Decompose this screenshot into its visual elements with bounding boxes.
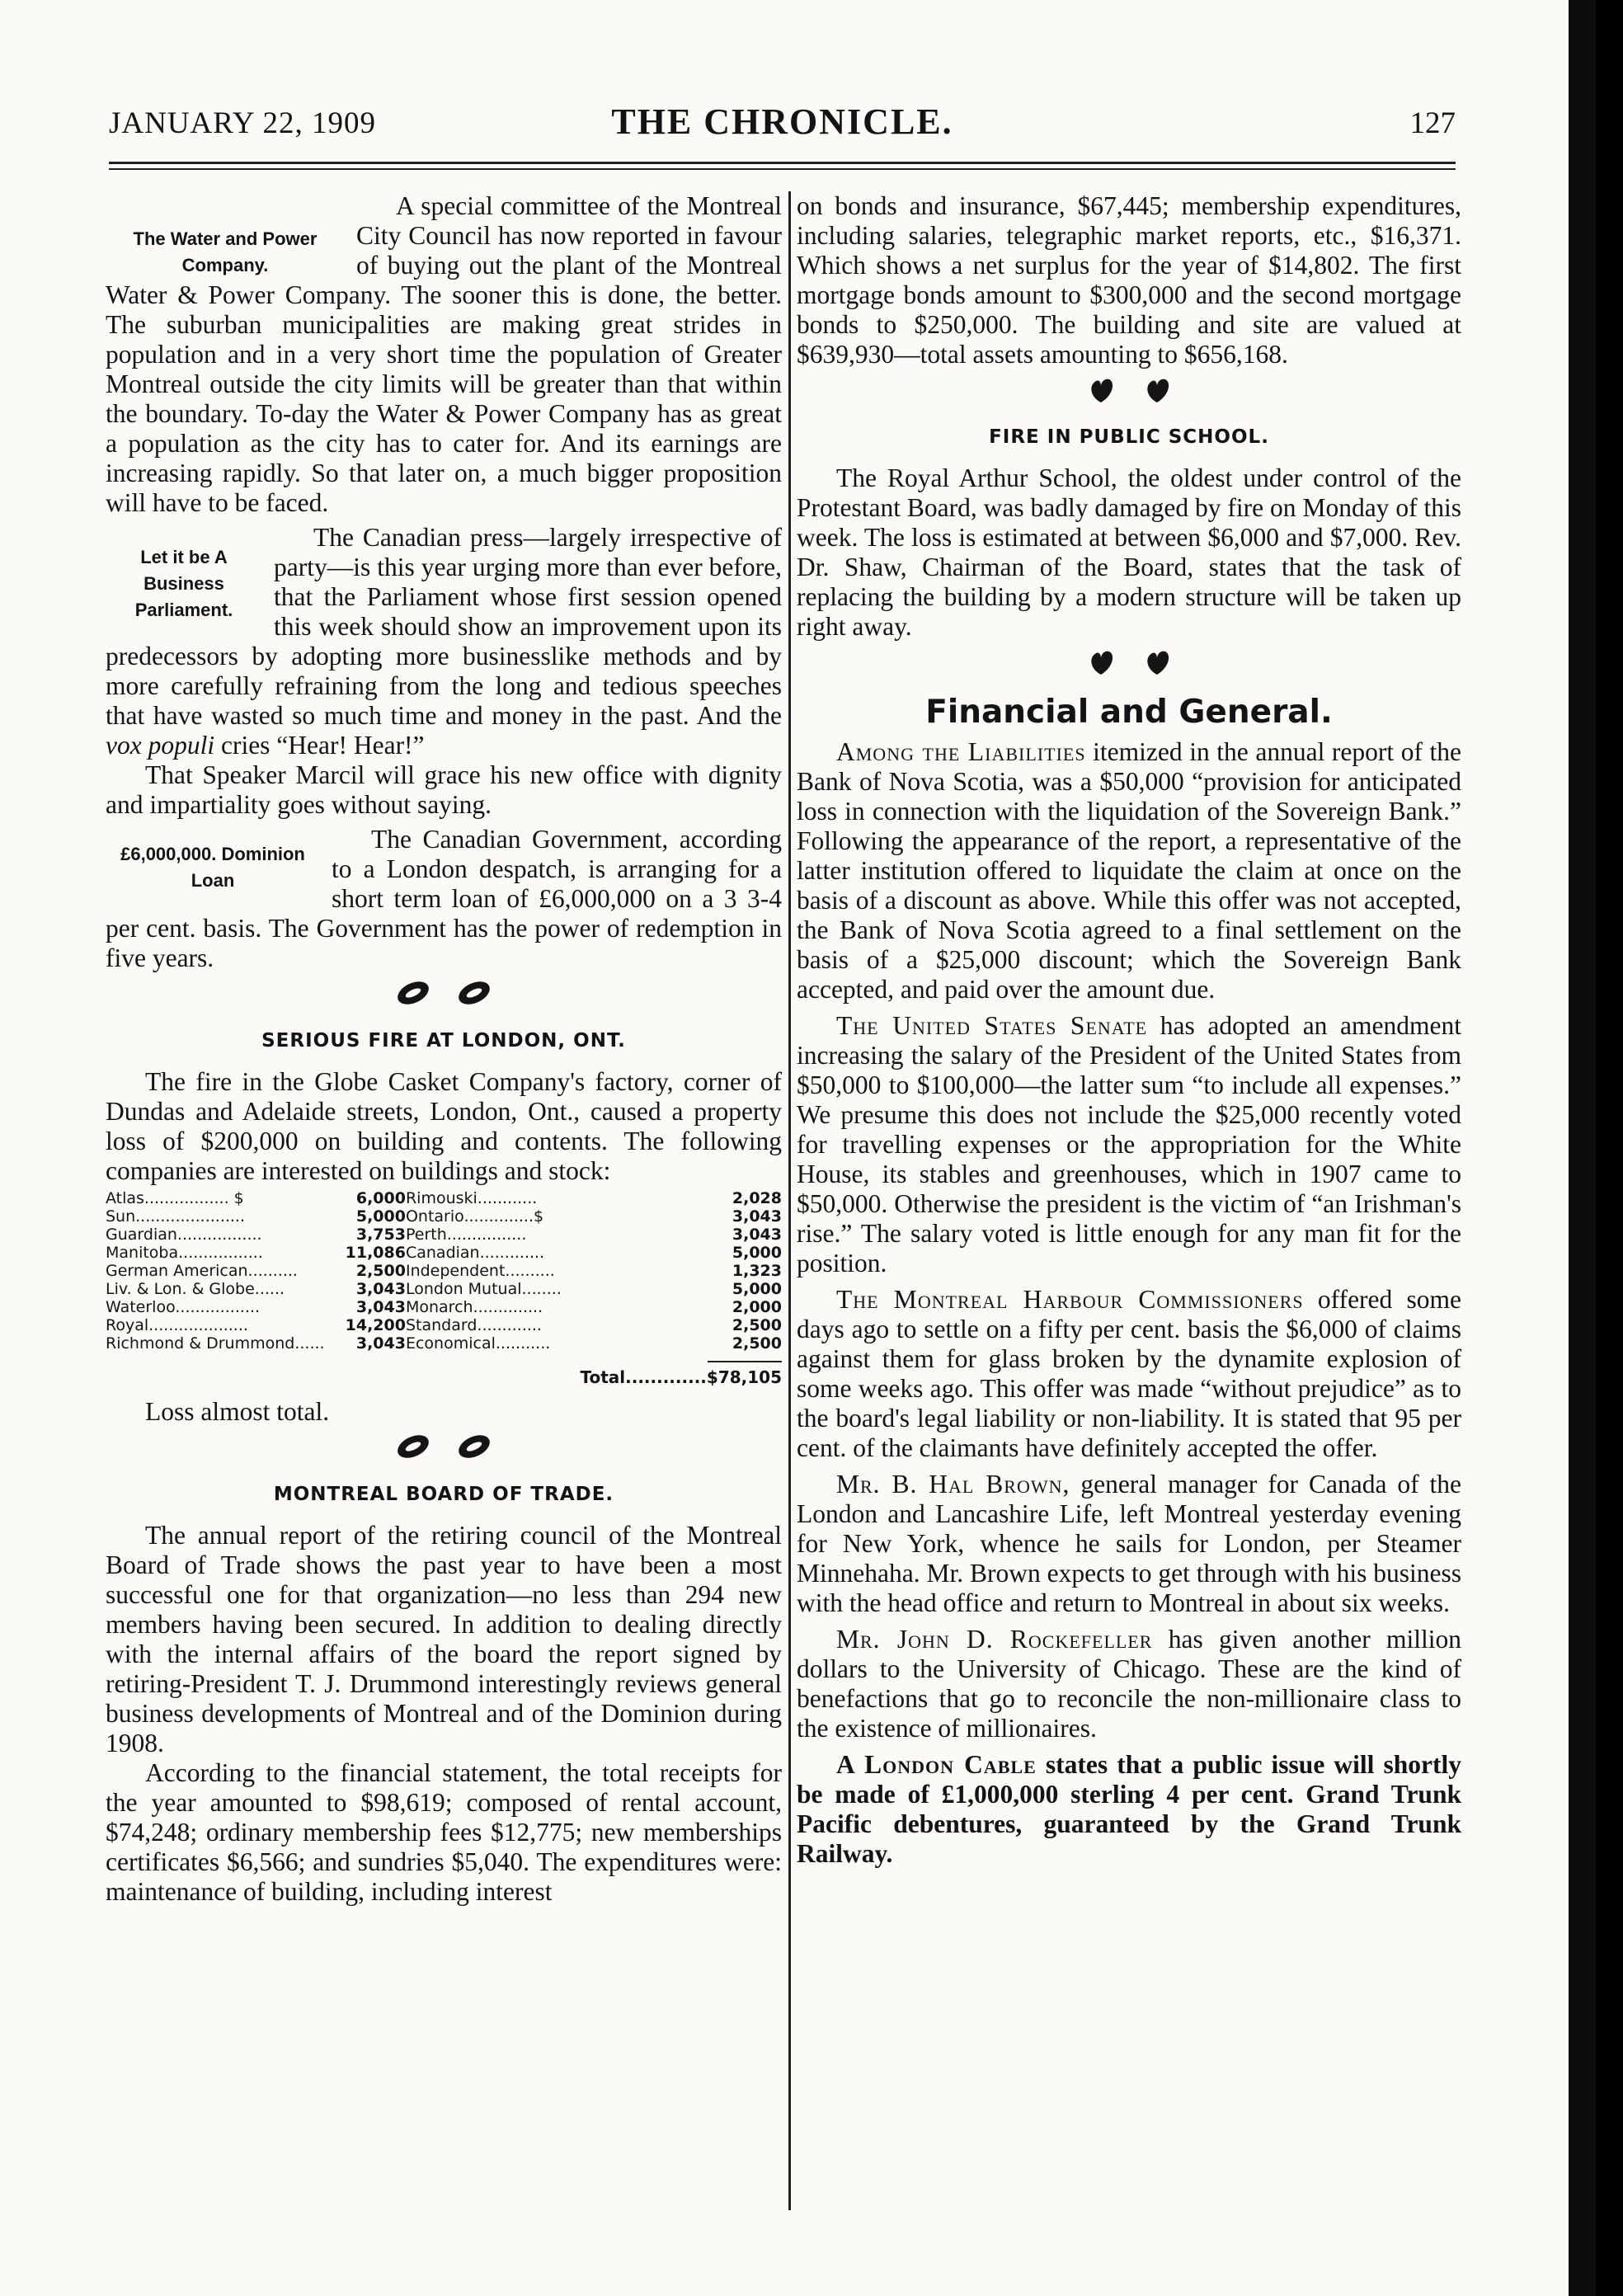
financial-item bbox=[797, 1285, 1461, 1463]
amount: 3,043 bbox=[732, 1207, 782, 1226]
leaf-ornament-icon bbox=[394, 978, 432, 1008]
ornament-divider bbox=[797, 647, 1461, 686]
company-name: German American.......... bbox=[106, 1262, 298, 1280]
stock-row bbox=[106, 1207, 782, 1226]
article-text-continued: on bonds and insurance, $67,445; membership expenditures, including salaries, telegraphic market reports, etc., $16,371. Which shows a net surplus for the year of $14,802. The first mortgage bonds amount to $300,000 and the second mortgage bonds to $250,000. The building and site are valued at $639,930—total assets amounting to $656,168. bbox=[797, 191, 1461, 369]
fleuron-icon bbox=[1141, 647, 1174, 678]
table-total bbox=[106, 1361, 782, 1392]
stock-row bbox=[106, 1262, 782, 1280]
left-column bbox=[106, 191, 782, 1907]
financial-item bbox=[797, 737, 1461, 1004]
section-heading: MONTREAL BOARD OF TRADE. bbox=[273, 1484, 614, 1505]
financial-item bbox=[797, 1470, 1461, 1618]
amount: 2,500 bbox=[732, 1334, 782, 1353]
item-lead: The Montreal Harbour Commissioners bbox=[836, 1285, 1304, 1314]
amount: 5,000 bbox=[732, 1280, 782, 1298]
article-water-power bbox=[106, 191, 782, 518]
financial-item bbox=[797, 1011, 1461, 1278]
running-header bbox=[109, 97, 1456, 147]
amount: 11,086 bbox=[345, 1244, 406, 1262]
section-heading-large: Financial and General. bbox=[925, 694, 1333, 731]
fleuron-icon bbox=[1084, 647, 1117, 678]
side-heading: The Water and Power Company. bbox=[133, 228, 318, 275]
page-number: 127 bbox=[1409, 106, 1456, 140]
section-heading: SERIOUS FIRE AT LONDON, ONT. bbox=[261, 1030, 626, 1052]
stock-row bbox=[106, 1316, 782, 1334]
amount: 1,323 bbox=[732, 1262, 782, 1280]
article-text-main: The Canadian press—largely irrespective of party—is this year urging more than ever before, that the Parliament whose first session opened this week should show an improvement upon its predecessors by adopting more businesslike methods and by more carefully refraining from the long and tedious speeches that have wasted so much time and money in the past. And the bbox=[106, 523, 782, 730]
article-dominion-loan bbox=[106, 825, 782, 973]
financial-item bbox=[797, 1750, 1461, 1869]
item-text: offered some days ago to settle on a fifty per cent. basis the $6,000 of claims against them for glass broken by the dynamite explosion of some weeks ago. This offer was made “without prejudice” as to the board's legal liability or non-liability. It is stated that 95 per cent. of the claimants have definitely accepted the offer. bbox=[797, 1285, 1462, 1462]
company-name: Monarch.............. bbox=[405, 1298, 543, 1316]
amount: 3,043 bbox=[732, 1226, 782, 1244]
stock-row bbox=[106, 1189, 782, 1207]
article-text: The Canadian Government, according to a London despatch, is arranging for a short term loan of £6,000,000 on a 3 3-4 per cent. basis. The Government has the power of redemption in five years. bbox=[106, 825, 782, 972]
stock-row bbox=[106, 1334, 782, 1353]
leaf-ornament-icon bbox=[394, 1432, 432, 1461]
stock-row bbox=[106, 1280, 782, 1298]
header-rule-thin bbox=[109, 168, 1456, 170]
amount: 5,000 bbox=[732, 1244, 782, 1262]
fleuron-icon bbox=[1084, 374, 1117, 406]
stock-row bbox=[106, 1244, 782, 1262]
amount: 3,043 bbox=[355, 1298, 406, 1316]
scan-edge bbox=[1569, 0, 1596, 2296]
item-text: has given another million dollars to the University of Chicago. These are the kind of benefactions that go to reconcile the non-millionaire class to the existence of millionaires. bbox=[797, 1625, 1462, 1743]
company-name: Rimouski............ bbox=[405, 1189, 538, 1207]
stock-table bbox=[106, 1189, 782, 1353]
company-name: London Mutual........ bbox=[405, 1280, 562, 1298]
article-text: The fire in the Globe Casket Company's factory, corner of Dundas and Adelaide streets, London, Ont., caused a property loss of $200,000 on building and contents. The following companies are interested on buildings and stock: bbox=[106, 1067, 782, 1185]
article-text: The annual report of the retiring council of the Montreal Board of Trade shows the past year to have been a most successful one for that organization—no less than 294 new members having been secured. In addition to dealing directly with the internal affairs of the board the report signed by retiring-President T. J. Drummond interestingly reviews general business developments of Montreal and of the Dominion during 1908. bbox=[106, 1521, 782, 1757]
loss-note: Loss almost total. bbox=[145, 1397, 330, 1426]
financial-item bbox=[797, 1625, 1461, 1743]
amount: 14,200 bbox=[345, 1316, 406, 1334]
company-name: Guardian................. bbox=[106, 1226, 262, 1244]
ornament-divider bbox=[106, 978, 782, 1018]
total-value: $78,105 bbox=[706, 1367, 782, 1387]
header-date: JANUARY 22, 1909 bbox=[109, 106, 377, 140]
amount: 2,500 bbox=[732, 1316, 782, 1334]
amount: 3,043 bbox=[355, 1280, 406, 1298]
amount: 2,000 bbox=[732, 1298, 782, 1316]
leaf-ornament-icon bbox=[455, 978, 493, 1008]
company-name: Canadian............. bbox=[405, 1244, 545, 1262]
ornament-divider bbox=[797, 374, 1461, 414]
company-name: Ontario..............$ bbox=[405, 1207, 544, 1226]
item-text: itemized in the annual report of the Bank of Nova Scotia, was a $50,000 “provision for anticipated loss in connection with the liquidation of the Sovereign Bank.” Following the appearance of the report, a representative of the latter institution offered to liquidate the claim at once on the basis of a discount as above. While this offer was not accepted, the Bank of Nova Scotia agreed to a final settlement on the basis of a $25,000 discount; which the Sovereign Bank accepted, and paid over the amount due. bbox=[797, 737, 1462, 1004]
item-lead: A London Cable bbox=[836, 1750, 1037, 1779]
header-rule bbox=[109, 162, 1456, 164]
item-text: has adopted an amendment increasing the salary of the President of the United States from $50,000 to $100,000—the latter sum “to include all expenses.” We presume this does not include the $25,000 recently voted for travelling expenses or the appropriation for the White House, its stables and greenhouses, which in 1907 came to $50,000. Otherwise the president is the victim of “an Irishman's rise.” The salary voted is little enough for any man fit for the position. bbox=[797, 1011, 1461, 1277]
item-lead: Among the Liabilities bbox=[836, 737, 1086, 766]
stock-row bbox=[106, 1226, 782, 1244]
fleuron-icon bbox=[1141, 374, 1174, 406]
side-heading: £6,000,000. Dominion Loan bbox=[120, 844, 305, 891]
amount: 3,753 bbox=[355, 1226, 406, 1244]
publication-title: THE CHRONICLE. bbox=[611, 101, 953, 142]
company-name: Waterloo................. bbox=[106, 1298, 261, 1316]
company-name: Economical........... bbox=[405, 1334, 551, 1353]
amount: 3,043 bbox=[355, 1334, 406, 1353]
item-text: general manager for Canada of the London and Lancashire Life, left Montreal yesterday evening for New York, whence he sails for London, per Steamer Minnehaha. Mr. Brown expects to get through with his business with the head office and return to Montreal in about six weeks. bbox=[797, 1470, 1462, 1617]
item-text: states that a public issue will shortly be made of £1,000,000 sterling 4 per cent. Grand Trunk Pacific debentures, guaranteed by the Grand Trunk Railway. bbox=[797, 1750, 1461, 1868]
column-rule bbox=[788, 191, 791, 2210]
amount: 5,000 bbox=[355, 1207, 406, 1226]
company-name: Sun...................... bbox=[106, 1207, 246, 1226]
article-text: According to the financial statement, the total receipts for the year amounted to $98,619; composed of rental account, $74,248; ordinary membership fees $12,775; new memberships certificates $6,566; and sundries $5,040. The expenditures were: maintenance of building, including interest bbox=[106, 1758, 782, 1906]
side-heading: Let it be A Business Parliament. bbox=[134, 547, 233, 620]
stock-row bbox=[106, 1298, 782, 1316]
article-text-speaker: That Speaker Marcil will grace his new office with dignity and impartiality goes without saying. bbox=[106, 760, 782, 819]
company-name: Royal.................... bbox=[106, 1316, 248, 1334]
leaf-ornament-icon bbox=[455, 1432, 493, 1461]
amount: 6,000 bbox=[355, 1189, 406, 1207]
amount: 2,028 bbox=[732, 1189, 782, 1207]
right-column bbox=[797, 191, 1461, 1869]
item-lead: Mr. B. Hal Brown, bbox=[836, 1470, 1070, 1499]
company-name: Liv. & Lon. & Globe...... bbox=[106, 1280, 285, 1298]
total-rule bbox=[708, 1361, 782, 1362]
article-business-parliament bbox=[106, 523, 782, 820]
section-heading: FIRE IN PUBLIC SCHOOL. bbox=[989, 426, 1269, 448]
company-name: Standard............. bbox=[405, 1316, 542, 1334]
ornament-divider bbox=[106, 1432, 782, 1471]
amount: 2,500 bbox=[355, 1262, 406, 1280]
company-name: Independent.......... bbox=[405, 1262, 555, 1280]
article-text: A special committee of the Montreal City Council has now reported in favour of buying out the plant of the Montreal Water & Power Company. The sooner this is done, the better. The suburban municipalities are making great strides in population and in a very short time the population of Greater Montreal outside the city limits will be greater than that within the boundary. To-day the Water & Power Company has as great a population as the city has to cater for. And its earnings are increasing rapidly. So that later on, a much bigger proposition will have to be faced. bbox=[106, 191, 782, 517]
item-lead: The United States Senate bbox=[836, 1011, 1148, 1040]
company-name: Richmond & Drummond...... bbox=[106, 1334, 325, 1353]
article-text: The Royal Arthur School, the oldest under control of the Protestant Board, was badly damaged by fire on Monday of this week. The loss is estimated at between $6,000 and $7,000. Rev. Dr. Shaw, Chairman of the Board, states that the task of replacing the building by a modern structure will be taken up right away. bbox=[797, 463, 1461, 641]
total-label: Total............. bbox=[580, 1367, 707, 1387]
item-lead: Mr. John D. Rockefeller bbox=[836, 1625, 1153, 1654]
company-name: Perth................ bbox=[405, 1226, 527, 1244]
company-name: Atlas................. $ bbox=[106, 1189, 244, 1207]
financial-items bbox=[797, 737, 1461, 1869]
latin-phrase: vox populi bbox=[106, 731, 215, 760]
article-text-end: cries “Hear! Hear!” bbox=[220, 731, 425, 760]
company-name: Manitoba................. bbox=[106, 1244, 263, 1262]
